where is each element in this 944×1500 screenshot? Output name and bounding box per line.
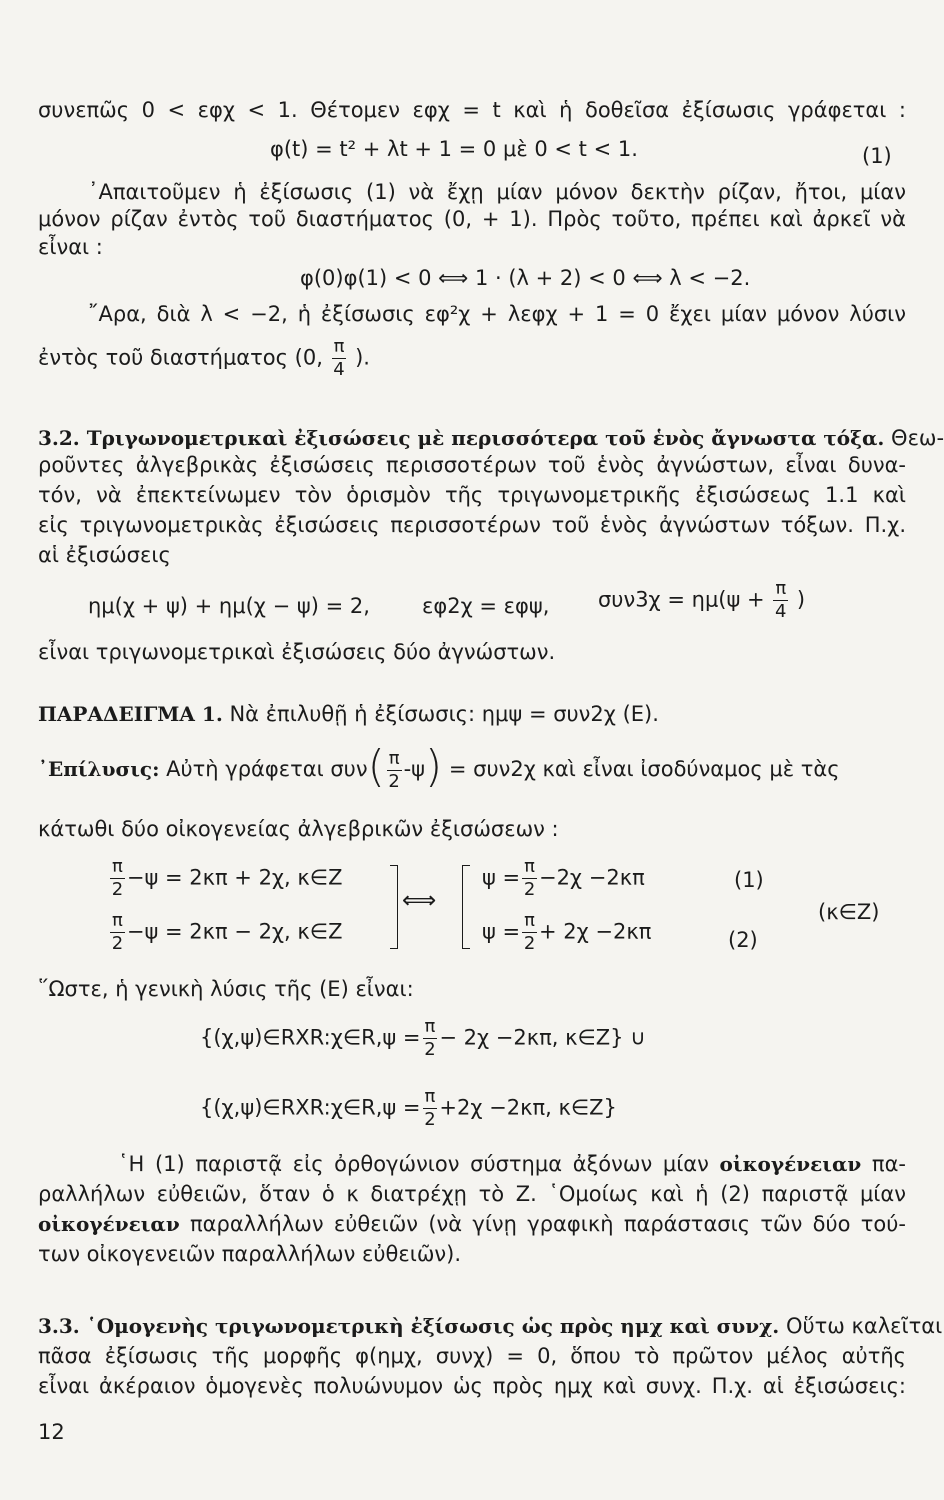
section-3-3-heading xyxy=(38,1312,943,1340)
denominator: 2 xyxy=(424,1039,436,1060)
system-eq-text: −2χ −2κπ xyxy=(538,865,645,890)
system-eq-2-left xyxy=(108,912,342,953)
solution-line: ᾿Επίλυσις: Αὐτὴ γράφεται συν( $\frac{\pi}{2}$ -ψ) = συν2χ καὶ εἶναι ἰσοδύναμος μὲ τὰς xyxy=(38,741,840,792)
denominator: 2 xyxy=(424,1109,436,1130)
page-number: 12 xyxy=(38,1420,65,1444)
equation-number: (2) xyxy=(728,928,758,952)
text-line: κάτωθι δύο οἰκογενείας ἀλγεβρικῶν ἐξισώσεων : xyxy=(38,817,559,841)
psi-equals: ψ = xyxy=(482,865,521,890)
example-heading: ΠΑΡΑΔΕΙΓΜΑ 1. xyxy=(38,702,223,726)
text-span: παραλλήλων εὐθειῶν (νὰ γίνῃ γραφικὴ παράστασις τῶν δύο τού- xyxy=(190,1212,906,1236)
equation-b: εφ2χ = εφψ, xyxy=(422,594,550,618)
numerator: π xyxy=(424,1016,436,1037)
denominator: 4 xyxy=(333,359,345,380)
interval-text: ἐντὸς τοῦ διαστήματος (0, xyxy=(38,345,323,370)
numerator: π xyxy=(333,336,345,357)
text-line: ροῦντες ἀλγεβρικὰς ἐξισώσεις περισσοτέρων τοῦ ἑνὸς ἀγνώστων, εἶναι δυνα- xyxy=(38,453,906,477)
numerator: π xyxy=(388,747,400,769)
text-line: συνεπῶς 0 < εφχ < 1. Θέτομεν εφχ = t καὶ ἡ δοθεῖσα ἐξίσωσις γράφεται : xyxy=(38,98,906,122)
equation-phi-t: φ(t) = t² + λt + 1 = 0 μὲ 0 < t < 1. xyxy=(270,137,638,161)
set-prefix: {(χ,ψ)∈RXR:χ∈R,ψ = xyxy=(200,1095,421,1120)
section-title: 3.3. ῾Ομογενὴς τριγωνομετρικὴ ἐξίσωσις ὡς πρὸς ημχ καὶ συνχ. xyxy=(38,1314,780,1338)
equation-inequality: φ(0)φ(1) < 0 ⟺ 1 · (λ + 2) < 0 ⟺ λ < −2. xyxy=(300,266,751,290)
example-text: Νὰ ἐπιλυθῇ ἡ ἐξίσωσις: ημψ = συν2χ (Ε). xyxy=(229,702,659,726)
fraction-pi-over-2 xyxy=(423,1088,438,1129)
solution-minus-psi: -ψ xyxy=(403,757,426,781)
numerator: π xyxy=(524,856,535,877)
denominator: 2 xyxy=(111,879,124,900)
set-prefix: {(χ,ψ)∈RXR:χ∈R,ψ = xyxy=(200,1025,421,1050)
text-line: εἶναι : xyxy=(38,235,103,259)
system-eq-text: −ψ = 2κπ − 2χ, κ∈Ζ xyxy=(126,919,343,944)
text-line: εἰς τριγωνομετρικὰς ἐξισώσεις περισσοτέρων τοῦ ἑνὸς ἀγνώστων τόξων. Π.χ. xyxy=(38,513,906,537)
fraction-pi-over-2 xyxy=(110,858,125,899)
psi-equals: ψ = xyxy=(482,919,521,944)
text-line: αἱ ἐξισώσεις xyxy=(38,543,171,567)
interval-close: ). xyxy=(355,345,370,370)
denominator: 2 xyxy=(523,879,536,900)
solution-heading: ᾿Επίλυσις: xyxy=(38,757,160,781)
denominator: 2 xyxy=(523,933,536,954)
fraction-pi-over-2 xyxy=(387,747,402,792)
equation-number: (1) xyxy=(862,144,892,168)
solution-text-rest: = συν2χ καὶ εἶναι ἰσοδύναμος μὲ τὰς xyxy=(448,757,840,781)
text-line xyxy=(38,1210,906,1238)
numerator: π xyxy=(112,910,123,931)
system-eq-1-right xyxy=(482,858,645,899)
numerator: π xyxy=(424,1086,436,1107)
right-bracket xyxy=(390,865,398,949)
equation-number: (1) xyxy=(734,868,764,892)
text-line xyxy=(118,1150,906,1178)
text-line: τόν, νὰ ἐπεκτείνωμεν τὸν ὁρισμὸν τῆς τριγωνομετρικῆς ἐξισώσεως 1.1 καὶ xyxy=(38,483,906,507)
equation-c-left: συν3χ = ημ(ψ + xyxy=(598,587,765,612)
system-eq-text: −ψ = 2κπ + 2χ, κ∈Ζ xyxy=(126,865,343,890)
numerator: π xyxy=(524,910,535,931)
text-line: εἶναι τριγωνομετρικαὶ ἐξισώσεις δύο ἀγνώστων. xyxy=(38,640,556,664)
set-suffix: − 2χ −2κπ, κ∈Ζ} ∪ xyxy=(439,1025,646,1050)
text-span: πα- xyxy=(871,1152,906,1176)
equivalence-arrow: ⟺ xyxy=(402,886,437,914)
text-line: ῞Ωστε, ἡ γενικὴ λύσις τῆς (Ε) εἶναι: xyxy=(38,977,414,1001)
system-eq-text: + 2χ −2κπ xyxy=(538,919,652,944)
solution-text: Αὐτὴ γράφεται συν xyxy=(166,757,368,781)
fraction-pi-over-4 xyxy=(332,338,347,379)
text-line: ᾿Απαιτοῦμεν ἡ ἐξίσωσις (1) νὰ ἔχῃ μίαν μόνον δεκτὴν ρίζαν, ἤτοι, μίαν xyxy=(88,180,906,204)
example-1-line xyxy=(38,700,659,728)
bold-term: οἰκογένειαν xyxy=(38,1212,180,1236)
fraction-pi-over-4 xyxy=(773,580,788,621)
text-line: των οἰκογενειῶν παραλλήλων εὐθειῶν). xyxy=(38,1242,462,1266)
solution-set-1 xyxy=(200,1018,646,1059)
section-title: 3.2. Τριγωνομετρικαὶ ἐξισώσεις μὲ περισσότερα τοῦ ἑνὸς ἄγνωστα τόξα. xyxy=(38,426,885,450)
section-continuation: Οὕτω καλεῖται xyxy=(785,1314,943,1338)
text-line: ραλλήλων εὐθειῶν, ὅταν ὁ κ διατρέχῃ τὸ Ζ. ῾Ομοίως καὶ ἡ (2) παριστᾷ μίαν xyxy=(38,1182,906,1206)
text-line: ῎Αρα, διὰ λ < −2, ἡ ἐξίσωσις εφ²χ + λεφχ + 1 = 0 ἔχει μίαν μόνον λύσιν xyxy=(88,302,906,326)
numerator: π xyxy=(112,856,123,877)
text-line-interval xyxy=(38,338,370,379)
system-eq-1-left xyxy=(108,858,342,899)
equation-c xyxy=(598,580,805,621)
text-line: εἶναι ἀκέραιον ὁμογενὲς πολυώνυμον ὡς πρὸς ημχ καὶ συνχ. Π.χ. αἱ ἐξισώσεις: xyxy=(38,1374,906,1398)
denominator: 4 xyxy=(775,601,787,622)
bold-term: οἰκογένειαν xyxy=(719,1152,862,1176)
fraction-pi-over-2 xyxy=(423,1018,438,1059)
section-continuation: Θεω- xyxy=(891,426,944,450)
text-line: μόνον ρίζαν ἐντὸς τοῦ διαστήματος (0, + 1). Πρὸς τοῦτο, πρέπει καὶ ἀρκεῖ νὰ xyxy=(38,207,906,231)
set-suffix: +2χ −2κπ, κ∈Ζ} xyxy=(439,1095,617,1120)
fraction-pi-over-2 xyxy=(110,912,125,953)
text-span: ῾Η (1) παριστᾷ εἰς ὀρθογώνιον σύστημα ἀξόνων μίαν xyxy=(118,1152,709,1176)
text-line: πᾶσα ἐξίσωσις τῆς μορφῆς φ(ημχ, συνχ) = 0, ὅπου τὸ πρῶτον μέλος αὐτῆς xyxy=(38,1344,906,1368)
equation-a: ημ(χ + ψ) + ημ(χ − ψ) = 2, xyxy=(88,594,370,618)
left-bracket xyxy=(462,865,470,949)
equation-c-close: ) xyxy=(796,587,806,612)
system-eq-2-right xyxy=(482,912,651,953)
fraction-pi-over-2 xyxy=(522,912,537,953)
k-in-z: (κ∈Ζ) xyxy=(818,900,880,924)
section-3-2-heading xyxy=(38,424,944,452)
solution-set-2 xyxy=(200,1088,617,1129)
denominator: 2 xyxy=(111,933,124,954)
denominator: 2 xyxy=(388,770,400,792)
fraction-pi-over-2 xyxy=(522,858,537,899)
numerator: π xyxy=(775,578,787,599)
